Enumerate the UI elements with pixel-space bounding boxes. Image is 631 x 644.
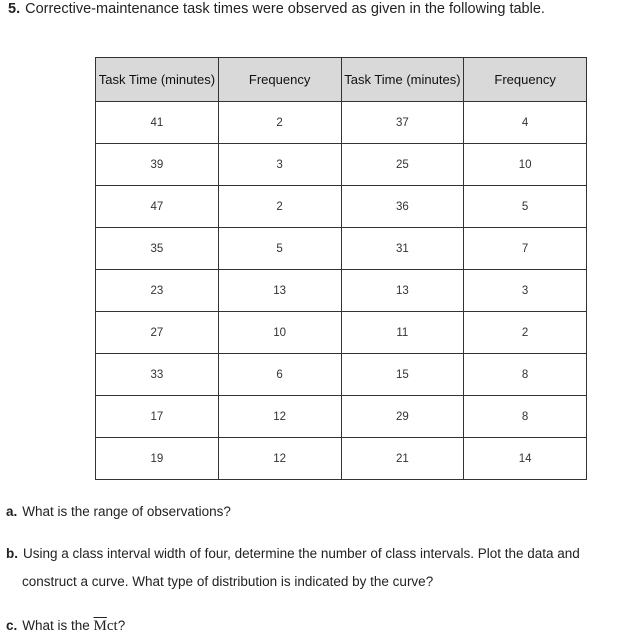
question-b-line1: Using a class interval width of four, determine the number of class intervals. Plot the data and	[23, 546, 580, 561]
table-body	[96, 102, 587, 480]
table-row	[96, 144, 587, 186]
col-header-frequency-1: Frequency	[218, 58, 341, 102]
table-row	[96, 438, 587, 480]
frequency-cell: 2	[218, 186, 341, 228]
frequency-cell: 7	[464, 228, 587, 270]
task-time-cell: 17	[96, 396, 219, 438]
task-time-cell: 35	[96, 228, 219, 270]
col-header-frequency-2: Frequency	[464, 58, 587, 102]
task-time-cell: 15	[341, 354, 464, 396]
task-time-cell: 36	[341, 186, 464, 228]
mct-bar-m: $\overline{M}$	[93, 618, 107, 634]
frequency-cell: 12	[218, 396, 341, 438]
task-time-table	[95, 57, 587, 480]
task-time-cell: 13	[341, 270, 464, 312]
task-time-cell: 41	[96, 102, 219, 144]
task-time-cell: 11	[341, 312, 464, 354]
table-header-row	[96, 58, 587, 102]
task-time-cell: 19	[96, 438, 219, 480]
problem-statement	[8, 0, 545, 18]
col-header-task-time-1: Task Time (minutes)	[96, 58, 219, 102]
frequency-cell: 14	[464, 438, 587, 480]
table-row	[96, 228, 587, 270]
task-time-cell: 27	[96, 312, 219, 354]
table-row	[96, 396, 587, 438]
table-row	[96, 270, 587, 312]
task-time-cell: 47	[96, 186, 219, 228]
question-c-prefix: What is the	[22, 618, 94, 633]
table-row	[96, 354, 587, 396]
table-row	[96, 186, 587, 228]
task-time-cell: 21	[341, 438, 464, 480]
task-time-cell: 25	[341, 144, 464, 186]
question-a-label: a.	[6, 504, 18, 519]
question-a-text: What is the range of observations?	[22, 504, 231, 519]
mct-symbol	[94, 618, 118, 634]
frequency-cell: 3	[464, 270, 587, 312]
task-time-cell: 39	[96, 144, 219, 186]
question-c	[6, 612, 125, 640]
task-time-cell: 31	[341, 228, 464, 270]
frequency-cell: 4	[464, 102, 587, 144]
frequency-cell: 2	[464, 312, 587, 354]
frequency-cell: 10	[464, 144, 587, 186]
frequency-cell: 10	[218, 312, 341, 354]
problem-number: 5.	[8, 1, 21, 17]
task-time-cell: 23	[96, 270, 219, 312]
question-c-label: c.	[6, 618, 18, 633]
question-b-label: b.	[6, 546, 18, 561]
frequency-cell: 6	[218, 354, 341, 396]
question-b-line2: construct a curve. What type of distribution is indicated by the curve?	[22, 574, 434, 589]
frequency-cell: 5	[464, 186, 587, 228]
col-header-task-time-2: Task Time (minutes)	[341, 58, 464, 102]
frequency-cell: 8	[464, 396, 587, 438]
question-b	[6, 540, 580, 596]
frequency-cell: 13	[218, 270, 341, 312]
question-c-suffix: ?	[117, 618, 126, 633]
frequency-cell: 2	[218, 102, 341, 144]
task-time-cell: 33	[96, 354, 219, 396]
table-row	[96, 312, 587, 354]
task-time-cell: 29	[341, 396, 464, 438]
question-a	[6, 498, 231, 526]
frequency-cell: 12	[218, 438, 341, 480]
problem-text: Corrective-maintenance task times were observed as given in the following table.	[25, 1, 545, 17]
frequency-cell: 5	[218, 228, 341, 270]
frequency-cell: 3	[218, 144, 341, 186]
frequency-cell: 8	[464, 354, 587, 396]
table-row	[96, 102, 587, 144]
mct-subscript: ct	[106, 618, 118, 634]
task-time-cell: 37	[341, 102, 464, 144]
